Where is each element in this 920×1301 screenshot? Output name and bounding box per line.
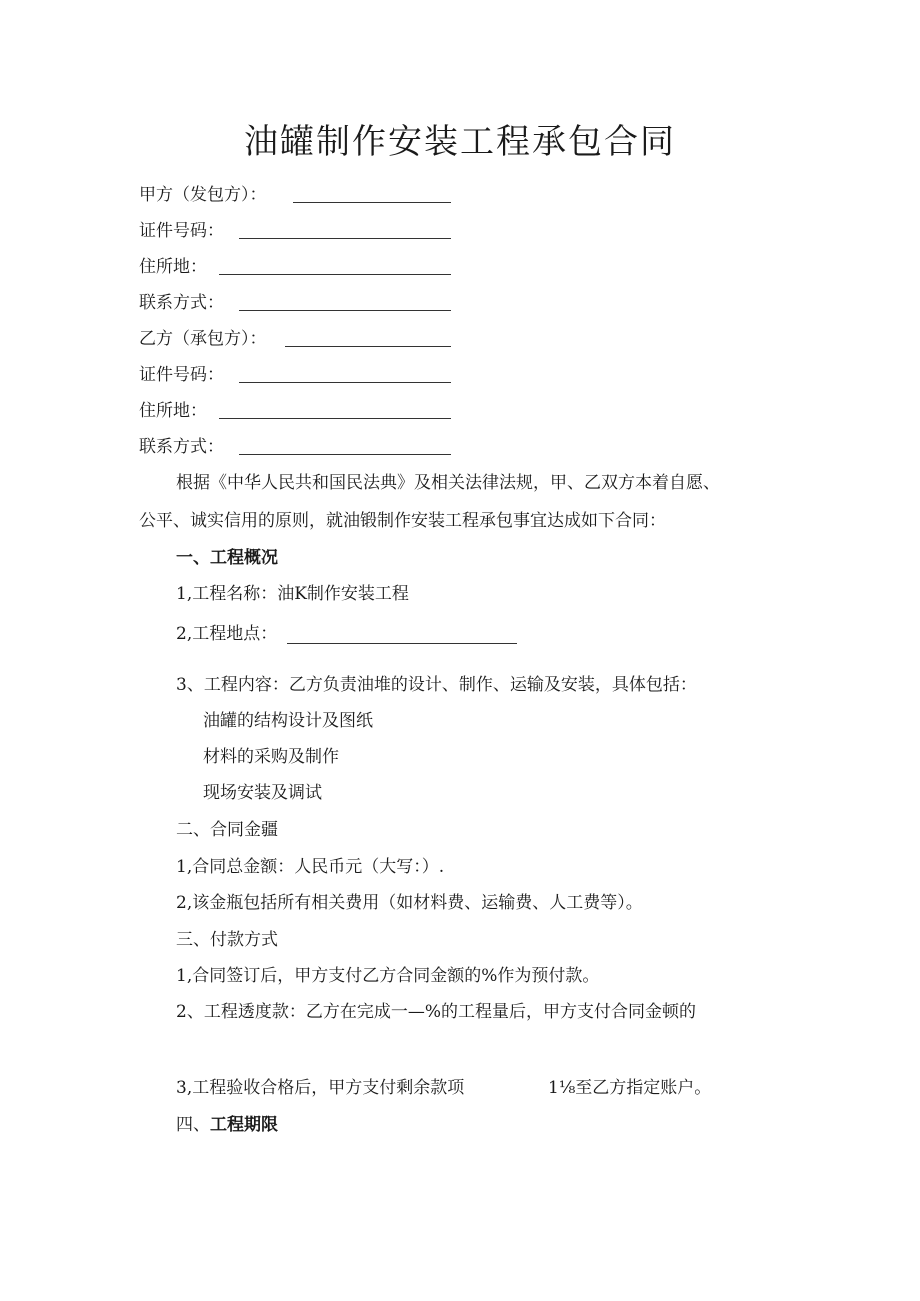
section-3-heading: 三、付款方式 bbox=[176, 930, 278, 950]
party-b-contact-line bbox=[139, 432, 224, 457]
party-b-blank bbox=[285, 346, 451, 347]
party-b-address-blank bbox=[219, 418, 451, 419]
section-2-item-1: 1,合同总金额：人民币元（大写：）. bbox=[176, 857, 445, 877]
party-b-id-line bbox=[139, 360, 224, 385]
party-a-line bbox=[139, 180, 267, 205]
party-a-contact-label: 联系方式： bbox=[139, 293, 224, 313]
party-a-contact-blank bbox=[239, 310, 451, 311]
party-a-id-line bbox=[139, 216, 224, 241]
section-3-item-3b: 1⅛至乙方指定账户。 bbox=[548, 1078, 712, 1098]
preamble-line-2: 公平、诚实信用的原则，就油锻制作安装工程承包事宜达成如下合同： bbox=[139, 511, 666, 531]
section-3-item-3a: 3,工程验收合格后，甲方支付剩余款项 bbox=[176, 1078, 465, 1098]
party-a-blank bbox=[293, 202, 451, 203]
party-b-id-label: 证件号码： bbox=[139, 365, 224, 385]
section-1-sub-1: 油罐的结构设计及图纸 bbox=[203, 711, 373, 731]
section-1-item-2-label: 2,工程地点： bbox=[176, 624, 278, 644]
section-1-item-2-blank bbox=[287, 625, 517, 644]
party-b-address-line bbox=[139, 396, 207, 421]
party-b-contact-label: 联系方式： bbox=[139, 437, 224, 457]
section-2-heading: 二、合同金疆 bbox=[176, 820, 278, 840]
party-a-address-label: 住所地： bbox=[139, 257, 207, 277]
preamble-line-1: 根据《中华人民共和国民法典》及相关法律法规，甲、乙双方本着自愿、 bbox=[176, 473, 720, 493]
section-1-sub-3: 现场安装及调试 bbox=[203, 783, 322, 803]
party-a-id-label: 证件号码： bbox=[139, 221, 224, 241]
party-b-line bbox=[139, 324, 267, 349]
section-2-item-2: 2,该金瓶包括所有相关费用（如材料费、运输费、人工费等）。 bbox=[176, 893, 643, 913]
section-3-item-2: 2、工程透度款：乙方在完成一—%的工程量后，甲方支付合同金顿的 bbox=[176, 1002, 696, 1022]
section-4-heading bbox=[176, 1110, 278, 1135]
party-b-address-label: 住所地： bbox=[139, 401, 207, 421]
section-1-item-3: 3、工程内容：乙方负责油堆的设计、制作、运输及安装，具体包括： bbox=[176, 675, 697, 695]
party-a-contact-line bbox=[139, 288, 224, 313]
party-a-address-line bbox=[139, 252, 207, 277]
document-title: 油罐制作安装工程承包合同 bbox=[244, 122, 676, 162]
party-a-address-blank bbox=[219, 274, 451, 275]
section-4-heading-prefix: 四、 bbox=[176, 1115, 210, 1135]
party-a-label: 甲方（发包方）： bbox=[139, 185, 267, 205]
section-1-sub-2: 材料的采购及制作 bbox=[203, 747, 339, 767]
section-1-item-2 bbox=[176, 619, 517, 644]
party-b-label: 乙方（承包方）： bbox=[139, 329, 267, 349]
party-a-id-blank bbox=[239, 238, 451, 239]
section-1-item-1: 1,工程名称：油K制作安装工程 bbox=[176, 584, 409, 604]
section-4-heading-text: 工程期限 bbox=[210, 1115, 278, 1135]
section-3-item-1: 1,合同签订后，甲方支付乙方合同金额的%作为预付款。 bbox=[176, 966, 600, 986]
section-1-heading: 一、工程概况 bbox=[176, 548, 278, 568]
party-b-id-blank bbox=[239, 382, 451, 383]
party-b-contact-blank bbox=[239, 454, 451, 455]
